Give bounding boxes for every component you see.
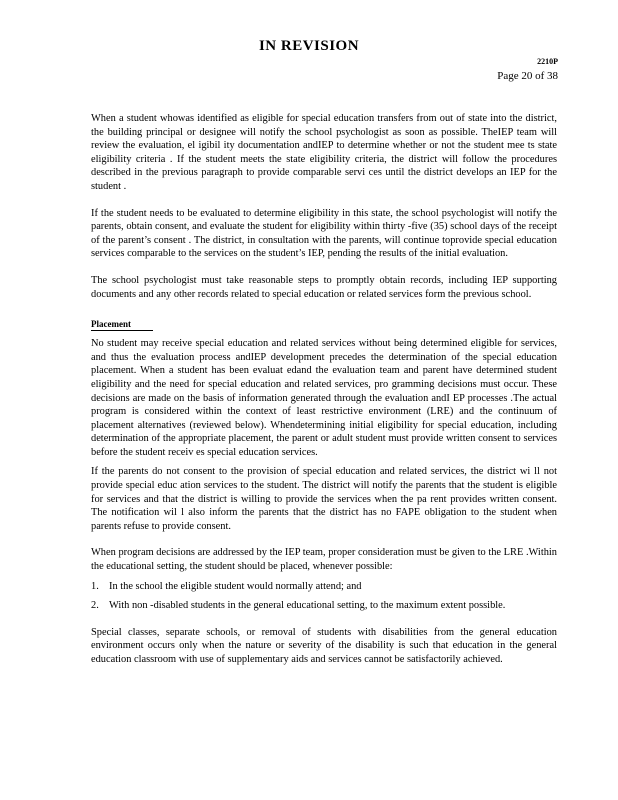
paragraph-evaluation: If the student needs to be evaluated to determine eligibility in this state, the school psychologist will notify the parents, obtain consent, and evaluate the student for eligibility within thirty -five (35) school days of the receipt of the parent’s consent . The district, in consultation with the parents, will continue toprovide special education services comparable to the services on the student’s IEP, pending the results of the initial evaluation. (91, 207, 557, 260)
paragraph-placement: No student may receive special education and related services without being determined eligible for services, and thus the evaluation process andIEP development precedes the determination of the special education placement. When a student has been evaluat edand the evaluation team and parent have determined student eligibility and the need for special education and related services, pro gramming decisions must occur. These decisions are made on the basis of information generated through the evaluation andI EP processes .The actual program is considered within the context of least restrictive environment (LRE) and the continuum of placement alternatives (reviewed below). Whendetermining initial eligibility for special education, including determination of the appropriate placement, the parent or adult student must provide written consent to services before the student receiv es special education services. (91, 338, 557, 458)
page-title: IN REVISION (258, 38, 360, 54)
list-item-text: In the school the eligible student would normally attend; and (109, 580, 362, 592)
list-item (91, 599, 557, 613)
list-item-number: 2. (91, 600, 99, 612)
paragraph-consent: If the parents do not consent to the provision of special education and related services, the district wi ll not provide special educ ation services to the student. The district will notify the parents that the student is eligible for services and that the district is willing to provide the services when the pa rent provides written consent. The notification wil l also inform the parents that the district has no FAPE obligation to the student when parents refuse to provide consent. (91, 466, 557, 532)
policy-code: 2210P (537, 57, 558, 66)
paragraph-transfer-students: When a student whowas identified as eligible for special education transfers from out of state into the district, the building principal or designee will notify the school psychologist as soon as possible. TheIEP team will review the evaluation, el igibil ity documentation andIEP to determine whether or not the student mee ts state eligibility criteria . If the student meets the state eligibility criteria, the district will follow the procedures described in the previous paragraph to provide comparable servi ces until the district develops an IEP for the student . (91, 113, 557, 192)
paragraph-lre: When program decisions are addressed by the IEP team, proper consideration must be given to the LRE .Within the educational setting, the student should be placed, whenever possible: (91, 547, 557, 573)
paragraph-special-classes: Special classes, separate schools, or removal of students with disabilities from the general education environment occurs only when the nature or severity of the disability is such that education in the general education classroom with use of supplementary aids and services cannot be satisfactorily achieved. (91, 626, 557, 665)
paragraph-records: The school psychologist must take reasonable steps to promptly obtain records, including IEP supporting documents and any other records related to special education or related services form the previous school. (91, 274, 557, 300)
page-number: Page 20 of 38 (497, 70, 558, 82)
document-body (91, 112, 557, 667)
list-item-number: 1. (91, 580, 99, 592)
list-item (91, 580, 557, 594)
list-item-text: With non -disabled students in the general educational setting, to the maximum extent possible. (109, 600, 506, 612)
placement-heading: Placement (91, 318, 153, 331)
